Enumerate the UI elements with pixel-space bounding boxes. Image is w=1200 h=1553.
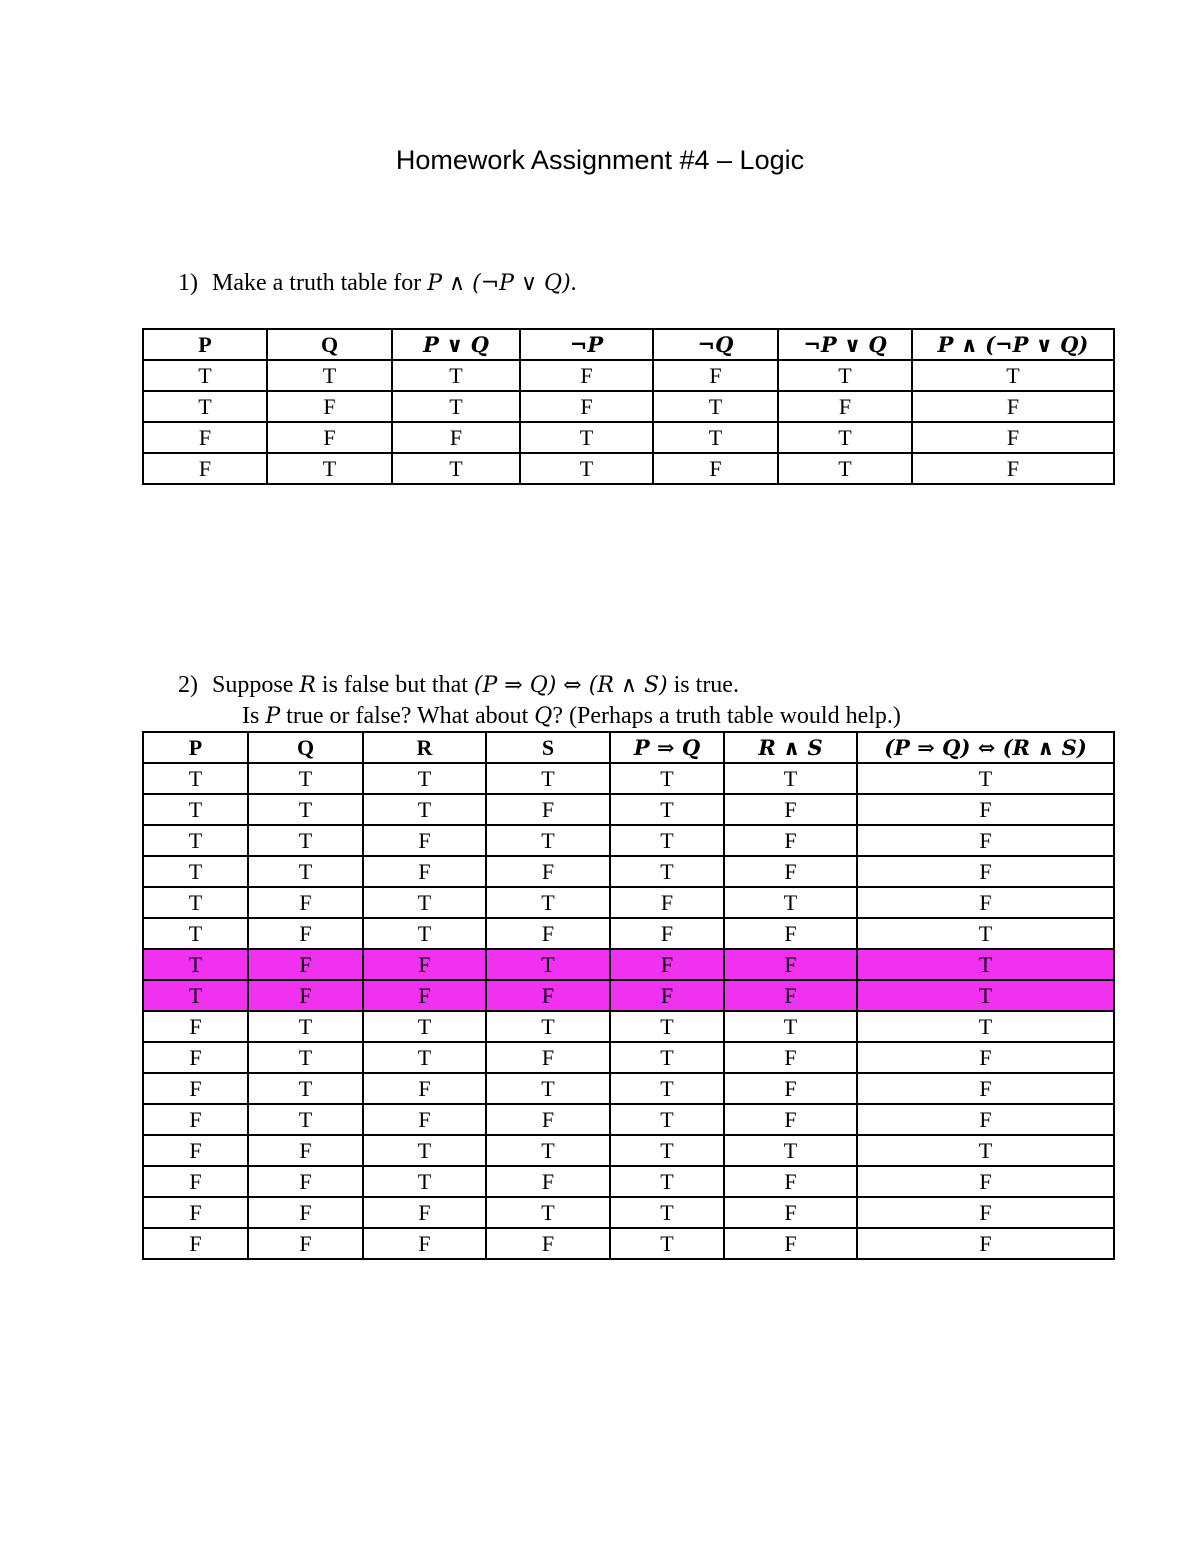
table-cell: F <box>143 1073 248 1104</box>
table-cell: F <box>724 1166 857 1197</box>
table-cell: T <box>392 391 520 422</box>
table-row <box>143 825 1114 856</box>
question-2-formula: (P ⇒ Q) ⇔ (R ∧ S) <box>473 673 668 698</box>
table-cell: F <box>653 360 778 391</box>
table-cell: T <box>363 794 486 825</box>
table-cell: T <box>248 825 363 856</box>
table-cell: F <box>363 980 486 1011</box>
page-title: Homework Assignment #4 – Logic <box>395 145 805 175</box>
question-1-end: . <box>570 270 577 296</box>
table-cell: F <box>486 1042 610 1073</box>
table-cell: F <box>724 1104 857 1135</box>
question-2-var-r: R <box>299 673 316 698</box>
table-cell: F <box>143 1042 248 1073</box>
table-cell: T <box>610 825 724 856</box>
column-header: Q <box>267 329 392 360</box>
table-cell: F <box>392 422 520 453</box>
column-header: ¬Q <box>653 329 778 360</box>
table-row <box>143 1073 1114 1104</box>
table-row <box>143 918 1114 949</box>
table-cell: F <box>248 1228 363 1259</box>
table-row <box>143 391 1114 422</box>
table-cell: T <box>610 1228 724 1259</box>
table-cell: F <box>143 1228 248 1259</box>
table-row <box>143 1228 1114 1259</box>
table-row <box>143 1197 1114 1228</box>
column-header: P ∧ (¬P ∨ Q) <box>912 329 1114 360</box>
table-cell: T <box>363 918 486 949</box>
question-2-var-p: P <box>265 704 281 729</box>
question-2-line2-c: ? (Perhaps a truth table would help.) <box>552 703 901 729</box>
table-cell: F <box>912 422 1114 453</box>
table-cell: F <box>248 918 363 949</box>
table-cell: T <box>392 453 520 484</box>
table-row <box>143 763 1114 794</box>
question-1-text: Make a truth table for <box>212 270 428 296</box>
table-cell: F <box>724 1228 857 1259</box>
column-header: (P ⇒ Q) ⇔ (R ∧ S) <box>857 732 1114 763</box>
column-header: S <box>486 732 610 763</box>
table-cell: F <box>248 1197 363 1228</box>
table-cell: T <box>143 980 248 1011</box>
table-cell: F <box>143 1104 248 1135</box>
table-row <box>143 422 1114 453</box>
table-cell: T <box>778 360 912 391</box>
table-row <box>143 1166 1114 1197</box>
table-row <box>143 453 1114 484</box>
table-cell: F <box>857 1228 1114 1259</box>
table-cell: F <box>857 1197 1114 1228</box>
table-cell: T <box>486 1197 610 1228</box>
table-cell: F <box>610 980 724 1011</box>
table-row <box>143 794 1114 825</box>
table-cell: F <box>912 391 1114 422</box>
table-cell: F <box>486 794 610 825</box>
table-cell: T <box>248 1011 363 1042</box>
table-cell: F <box>363 1104 486 1135</box>
question-2-text-c: is true. <box>667 672 739 698</box>
table-cell: F <box>248 887 363 918</box>
table-cell: T <box>610 1166 724 1197</box>
table-cell: T <box>267 453 392 484</box>
table-cell: T <box>363 1135 486 1166</box>
table-cell: F <box>486 980 610 1011</box>
table-cell: F <box>724 918 857 949</box>
question-1 <box>178 270 577 297</box>
table-cell: F <box>248 949 363 980</box>
table-cell: T <box>267 360 392 391</box>
table-cell: F <box>610 949 724 980</box>
table-cell: T <box>486 825 610 856</box>
table-row <box>143 1135 1114 1166</box>
table-cell: T <box>248 763 363 794</box>
column-header: Q <box>248 732 363 763</box>
table-cell: T <box>363 1166 486 1197</box>
column-header: P <box>143 732 248 763</box>
table-cell: F <box>143 1135 248 1166</box>
table-cell: T <box>392 360 520 391</box>
table-cell: F <box>857 825 1114 856</box>
table-cell: F <box>857 794 1114 825</box>
table-cell: T <box>486 1073 610 1104</box>
table-row <box>143 949 1114 980</box>
column-header: R <box>363 732 486 763</box>
question-2-number: 2) <box>178 672 198 698</box>
table-cell: T <box>143 391 267 422</box>
table-cell: F <box>248 1135 363 1166</box>
table-cell: T <box>486 1135 610 1166</box>
table-cell: F <box>778 391 912 422</box>
table-row <box>143 1042 1114 1073</box>
column-header: ¬P ∨ Q <box>778 329 912 360</box>
table-cell: F <box>724 794 857 825</box>
table-cell: T <box>857 763 1114 794</box>
question-1-number: 1) <box>178 270 198 296</box>
table-cell: T <box>143 360 267 391</box>
table-cell: F <box>248 1166 363 1197</box>
table-cell: F <box>857 1166 1114 1197</box>
table-row <box>143 360 1114 391</box>
table-cell: F <box>857 856 1114 887</box>
table-cell: T <box>363 763 486 794</box>
table-cell: F <box>724 825 857 856</box>
table-cell: F <box>610 918 724 949</box>
question-2 <box>178 672 739 699</box>
table-cell: F <box>724 856 857 887</box>
table-cell: T <box>143 887 248 918</box>
table-cell: F <box>363 856 486 887</box>
table-cell: F <box>857 1104 1114 1135</box>
table-cell: F <box>486 1228 610 1259</box>
table-cell: T <box>610 1042 724 1073</box>
table-cell: F <box>724 980 857 1011</box>
table-cell: F <box>486 1166 610 1197</box>
table-cell: F <box>143 1011 248 1042</box>
column-header: P ⇒ Q <box>610 732 724 763</box>
table-cell: T <box>724 763 857 794</box>
table-cell: F <box>857 1073 1114 1104</box>
table-cell: T <box>143 949 248 980</box>
question-2-var-q: Q <box>534 704 553 729</box>
table-cell: F <box>363 825 486 856</box>
table-cell: F <box>610 887 724 918</box>
truth-table-1 <box>142 328 1115 485</box>
table-cell: T <box>486 949 610 980</box>
table-cell: T <box>486 887 610 918</box>
table-cell: F <box>143 422 267 453</box>
table-cell: F <box>267 422 392 453</box>
table-cell: F <box>143 1197 248 1228</box>
table-cell: T <box>143 918 248 949</box>
table-cell: T <box>610 763 724 794</box>
table-cell: T <box>610 1197 724 1228</box>
table-cell: F <box>363 1228 486 1259</box>
question-2-line2-a: Is <box>242 703 266 729</box>
table-row <box>143 1104 1114 1135</box>
table-cell: T <box>610 1073 724 1104</box>
table-cell: T <box>248 1073 363 1104</box>
table-cell: T <box>653 422 778 453</box>
table-cell: T <box>248 1104 363 1135</box>
question-2-text-a: Suppose <box>212 672 300 698</box>
table-cell: F <box>724 949 857 980</box>
table-cell: T <box>724 1135 857 1166</box>
table-cell: T <box>248 1042 363 1073</box>
table-cell: F <box>857 887 1114 918</box>
table-cell: T <box>857 980 1114 1011</box>
table-cell: T <box>610 1104 724 1135</box>
table-cell: F <box>267 391 392 422</box>
table-cell: T <box>248 856 363 887</box>
table-cell: T <box>857 949 1114 980</box>
table-row <box>143 887 1114 918</box>
table-row <box>143 1011 1114 1042</box>
question-2-line2-b: true or false? What about <box>280 703 535 729</box>
table-cell: T <box>143 856 248 887</box>
table-cell: F <box>363 949 486 980</box>
table-row <box>143 856 1114 887</box>
table-cell: T <box>520 453 653 484</box>
table-cell: F <box>486 1104 610 1135</box>
column-header: P <box>143 329 267 360</box>
table-cell: F <box>363 1197 486 1228</box>
column-header: R ∧ S <box>724 732 857 763</box>
table-cell: T <box>610 794 724 825</box>
table-row <box>143 980 1114 1011</box>
table-cell: T <box>363 1011 486 1042</box>
table-cell: F <box>724 1042 857 1073</box>
table-cell: F <box>724 1073 857 1104</box>
truth-table-2 <box>142 731 1115 1260</box>
table-cell: T <box>143 825 248 856</box>
table-cell: T <box>610 1135 724 1166</box>
table-cell: T <box>248 794 363 825</box>
table-cell: F <box>520 391 653 422</box>
question-1-formula: P ∧ (¬P ∨ Q) <box>427 271 571 296</box>
table-cell: T <box>143 794 248 825</box>
column-header: ¬P <box>520 329 653 360</box>
table-cell: T <box>653 391 778 422</box>
table-cell: F <box>857 1042 1114 1073</box>
table-cell: T <box>363 887 486 918</box>
question-2-line-2 <box>242 703 901 730</box>
table-cell: F <box>912 453 1114 484</box>
table-cell: F <box>143 453 267 484</box>
column-header: P ∨ Q <box>392 329 520 360</box>
table-cell: F <box>520 360 653 391</box>
table-cell: T <box>912 360 1114 391</box>
table-cell: F <box>363 1073 486 1104</box>
table-cell: T <box>724 887 857 918</box>
table-header-row <box>143 732 1114 763</box>
table-cell: T <box>724 1011 857 1042</box>
table-cell: T <box>610 856 724 887</box>
table-cell: F <box>143 1166 248 1197</box>
table-cell: T <box>486 1011 610 1042</box>
table-cell: T <box>486 763 610 794</box>
table-cell: F <box>486 856 610 887</box>
table-cell: F <box>486 918 610 949</box>
table-cell: T <box>610 1011 724 1042</box>
table-cell: T <box>857 1011 1114 1042</box>
table-cell: F <box>724 1197 857 1228</box>
table-header-row <box>143 329 1114 360</box>
table-cell: T <box>778 453 912 484</box>
table-cell: T <box>520 422 653 453</box>
question-2-text-b: is false but that <box>315 672 474 698</box>
table-cell: T <box>778 422 912 453</box>
table-cell: T <box>857 1135 1114 1166</box>
table-cell: F <box>653 453 778 484</box>
table-cell: T <box>143 763 248 794</box>
table-cell: F <box>248 980 363 1011</box>
table-cell: T <box>363 1042 486 1073</box>
table-cell: T <box>857 918 1114 949</box>
